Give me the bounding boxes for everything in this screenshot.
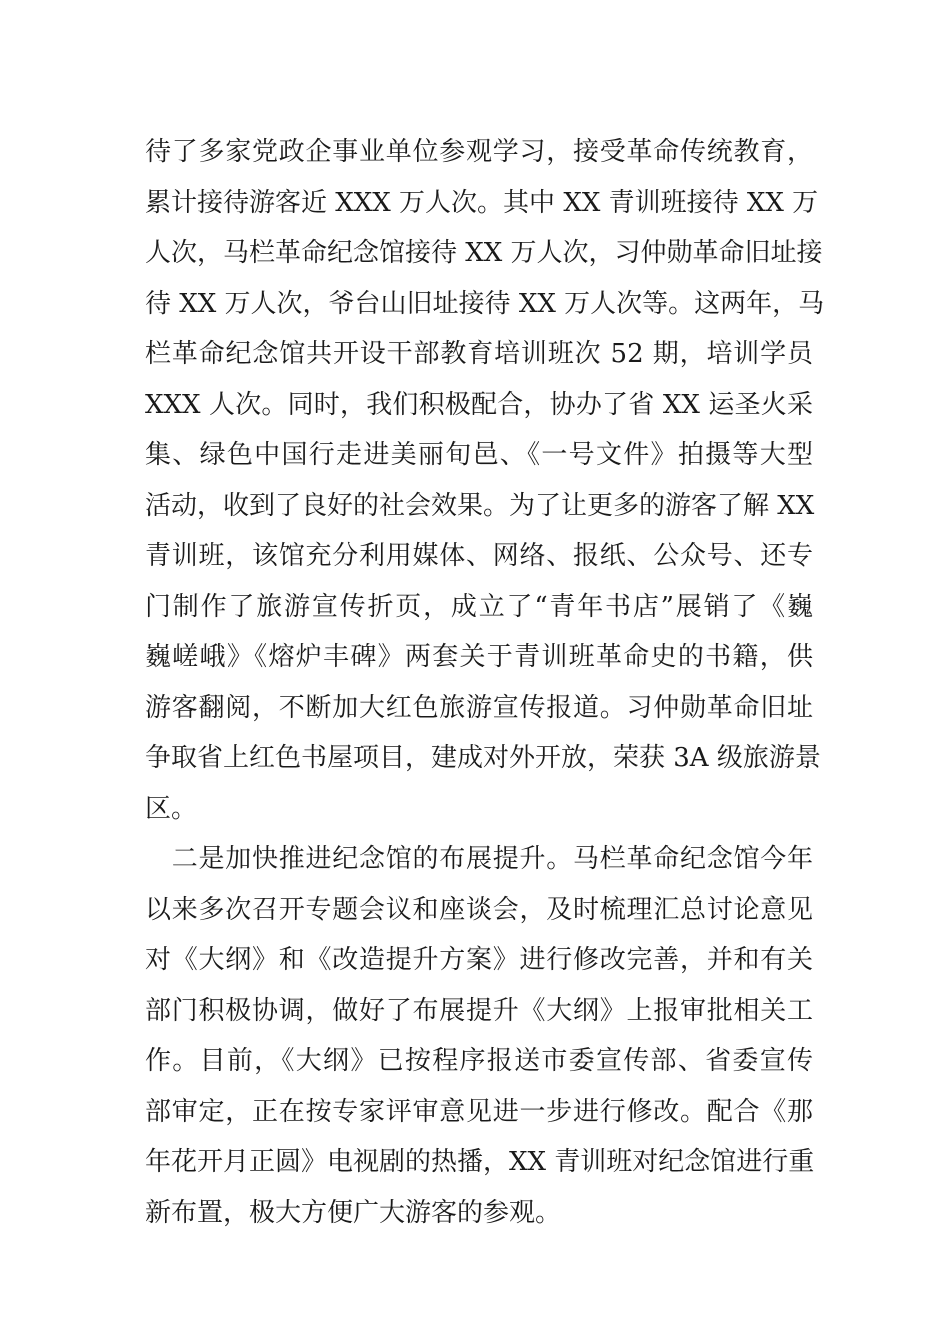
text-line: 栏革命纪念馆共开设干部教育培训班次 52 期，培训学员: [145, 339, 813, 369]
text-line: 游客翻阅，不断加大红色旅游宣传报道。习仲勋革命旧址: [145, 692, 813, 723]
text-line: 年花开月正圆》电视剧的热播，XX 青训班对纪念馆进行重: [145, 1147, 815, 1177]
text-line: 待了多家党政企事业单位参观学习，接受革命传统教育，: [145, 137, 813, 167]
text-line: 累计接待游客近 XXX 万人次。其中 XX 青训班接待 XX 万: [145, 187, 819, 218]
text-line: 区。: [145, 793, 198, 824]
text-line: 巍嵯峨》《熔炉丰碑》两套关于青训班革命史的书籍，供: [145, 642, 813, 672]
text-line: 待 XX 万人次，爷台山旧址接待 XX 万人次等。这两年，马: [145, 288, 825, 319]
text-line: 新布置，极大方便广大游客的参观。: [145, 1197, 562, 1228]
text-line: 争取省上红色书屋项目，建成对外开放，荣获 3A 级旅游景: [145, 743, 821, 773]
paragraph-2: [145, 834, 813, 1238]
paragraph-1: [145, 127, 825, 834]
text-line: 门制作了旅游宣传折页，成立了“青年书店”展销了《巍: [145, 591, 813, 622]
text-line: 部门积极协调，做好了布展提升《大纲》上报审批相关工: [145, 995, 813, 1026]
text-line: 以来多次召开专题会议和座谈会，及时梳理汇总讨论意见: [145, 894, 813, 925]
text-line: 集、绿色中国行走进美丽旬邑、《一号文件》拍摄等大型: [145, 440, 813, 470]
text-line: 二是加快推进纪念馆的布展提升。马栏革命纪念馆今年: [145, 844, 813, 874]
text-line: 部审定，正在按专家评审意见进一步进行修改。配合《那: [145, 1096, 813, 1127]
text-line: 对《大纲》和《改造提升方案》进行修改完善，并和有关: [145, 945, 813, 975]
text-line: XXX 人次。同时，我们积极配合，协办了省 XX 运圣火采: [145, 389, 813, 420]
text-line: 青训班，该馆充分利用媒体、网络、报纸、公众号、还专: [145, 541, 813, 571]
document-body: [145, 127, 825, 1238]
text-line: 活动，收到了良好的社会效果。为了让更多的游客了解 XX: [145, 490, 815, 521]
text-line: 作。目前，《大纲》已按程序报送市委宣传部、省委宣传: [145, 1046, 813, 1076]
text-line: 人次，马栏革命纪念馆接待 XX 万人次，习仲勋革命旧址接: [145, 238, 823, 268]
